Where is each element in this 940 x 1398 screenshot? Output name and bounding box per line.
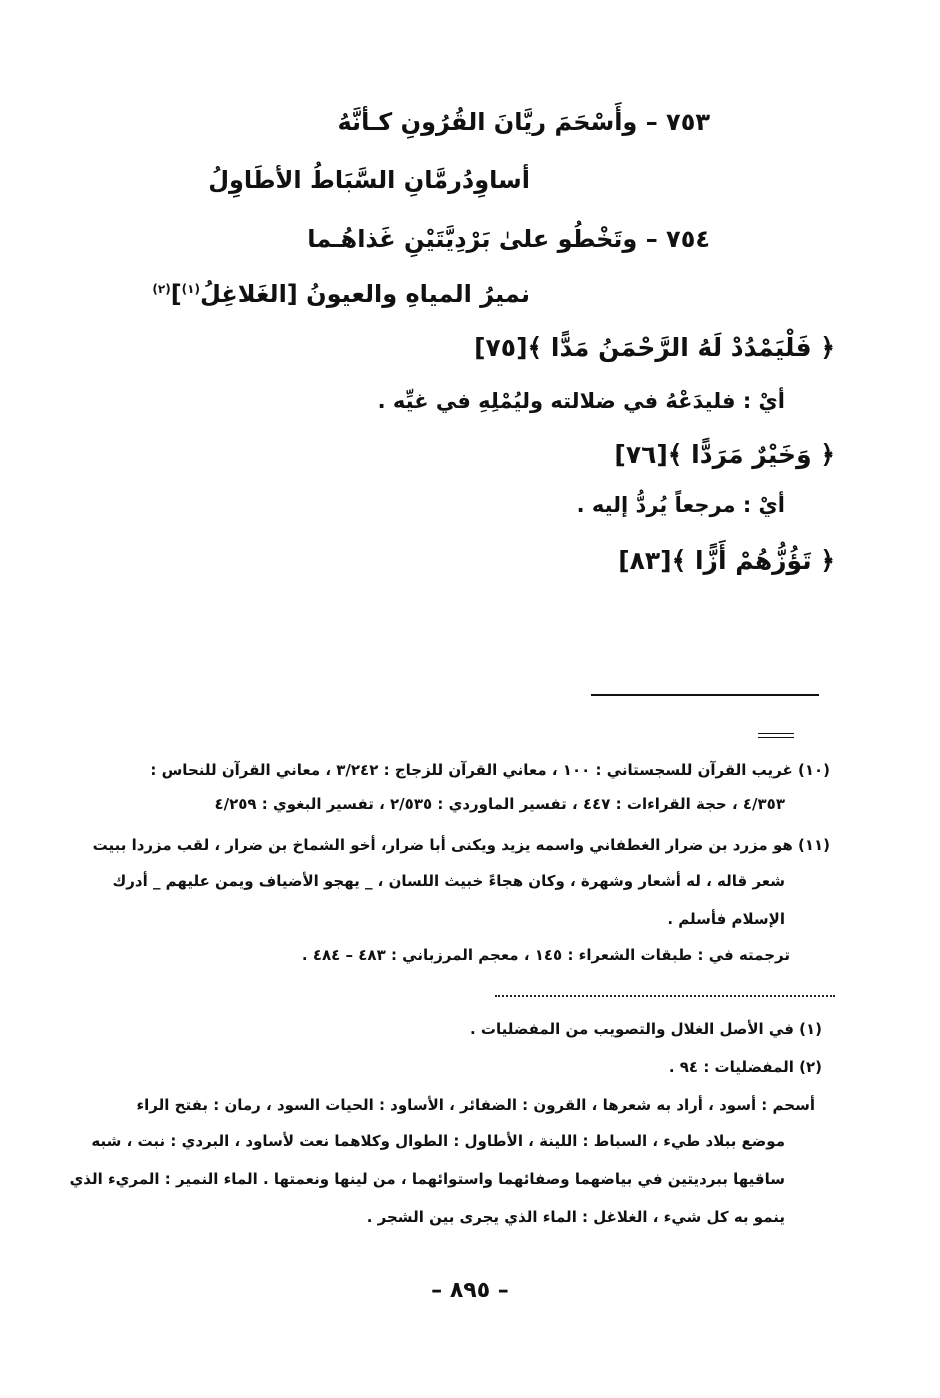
verse-ref: [٨٣] [618,546,672,575]
quran-text: وَخَيْرٌ مَرَدًّا [691,440,812,469]
quran-entry-75 [474,333,835,362]
subnote-1: (١) في الأصل الغلال والتصويب من المفضليات . [469,1020,822,1038]
subnote-gloss-line-2: موضع ببلاد طيء ، السباط : اللينة ، الأطاول : الطوال وكلاهما نعت لأساود ، البردي : نبت ، شبه [91,1132,785,1150]
bracket-close-square: ] [170,280,182,308]
footnote-ref-1: (١) [181,282,200,296]
quran-text: تَؤُزُّهُمْ أَزًّا [694,546,812,575]
verse-754-second-hemistich [152,280,530,308]
explanation-75: أيْ : فليدَعْهُ في ضلالته وليُمْلِهِ في غيِّه . [377,389,785,413]
verse-754-first-hemistich: ٧٥٤ – وتَخْطُو علىٰ بَرْدِيَّتَيْنِ غَذاهُـما [307,225,710,253]
explanation-76: أيْ : مرجعاً يُردُّ إليه . [576,493,785,517]
footnote-double-rule [758,733,794,738]
quran-entry-83 [618,546,835,575]
quran-text: فَلْيَمْدُدْ لَهُ الرَّحْمَنُ مَدًّا [550,333,812,362]
ornate-bracket-close: ﴾ [527,333,543,362]
footnote-separator [591,694,819,696]
verse-753-first-hemistich: ٧٥٣ – وأَسْحَمَ ريَّانَ القُرُونِ كـأنَّهُ [337,108,710,136]
footnote-11-line-3: الإسلام فأسلم . [667,910,785,928]
quran-entry-76 [614,440,835,469]
subnote-gloss-line-3: ساقيها ببرديتين في بياضهما وصفائهما واستوائهما ، من لينها ونعمتها . الماء النمير : المريء الذي [69,1170,785,1188]
subnote-2: (٢) المفضليات : ٩٤ . [668,1058,822,1076]
subnote-gloss-line-1: أسحم : أسود ، أراد به شعرها ، القرون : الضفائر ، الأساود : الحيات السود ، رمان : بفتح الراء [136,1096,815,1114]
dotted-separator [495,995,835,997]
footnote-11-line-1: (١١) هو مزرد بن ضرار الغطفاني واسمه يزيد ويكنى أبا ضرار، أخو الشماخ بن ضرار ، لقب مزردا ببيت [92,836,830,854]
footnote-10-line-1: (١٠) غريب القرآن للسجستاني : ١٠٠ ، معاني القرآن للزجاج : ٣/٢٤٢ ، معاني القرآن للنحاس : [150,761,830,779]
footnote-11-line-4: ترجمته في : طبقات الشعراء : ١٤٥ ، معجم المرزباني : ٤٨٣ – ٤٨٤ . [301,946,790,964]
ornate-bracket-open: ﴿ [820,440,835,469]
verse-753-second-hemistich: أساوِدُرمَّانِ السَّبَاطُ الأطَاوِلُ [208,166,530,194]
page-number: – ٨٩٥ – [431,1278,509,1303]
ornate-bracket-open: ﴿ [820,333,835,362]
verse-ref: [٧٦] [614,440,668,469]
footnote-11-line-2: شعر قاله ، له أشعار وشهرة ، وكان هجاءً خبيث اللسان ، _ يهجو الأضياف ويمن عليهم _ أدرك [112,872,785,890]
ornate-bracket-open: ﴿ [820,546,835,575]
ornate-bracket-close: ﴾ [671,546,687,575]
subnote-gloss-line-4: ينمو به كل شيء ، الغلاغل : الماء الذي يجرى بين الشجر . [366,1208,785,1226]
verse-ref: [٧٥] [474,333,528,362]
footnote-10-line-2: ٤/٣٥٣ ، حجة القراءات : ٤٤٧ ، تفسير الماوردي : ٢/٥٣٥ ، تفسير البغوي : ٤/٢٥٩ [214,795,785,813]
footnote-ref-2: (٢) [152,282,171,296]
verse-754-second-text: نميرُ المياهِ والعيونُ [الغَلاغِلُ [199,280,530,308]
ornate-bracket-close: ﴾ [667,440,683,469]
